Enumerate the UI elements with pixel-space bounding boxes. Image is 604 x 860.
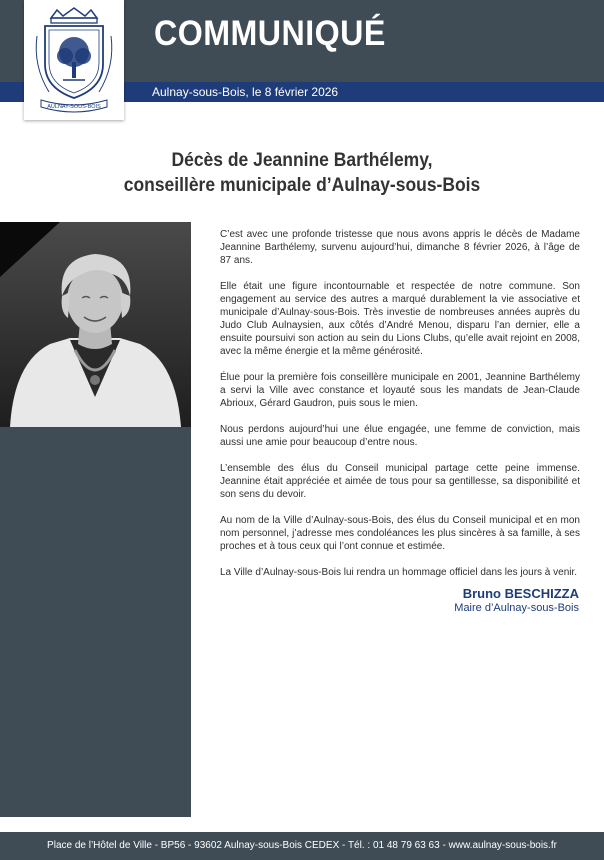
paragraph: L’ensemble des élus du Conseil municipal partage cette peine immense. Jeannine était appréciée et aimée de tous pour sa gentillesse, sa disponibilité et son sens du devoir. <box>220 463 580 500</box>
signatory-name: Bruno BESCHIZZA <box>462 586 579 601</box>
page-title: COMMUNIQUÉ <box>154 14 386 53</box>
paragraph: C’est avec une profonde tristesse que nous avons appris le décès de Madame Jeannine Barthélemy, survenu aujourd’hui, dimanche 8 février 2026, à l’âge de 87 ans. <box>220 229 580 266</box>
city-logo <box>24 0 124 120</box>
date-line: Aulnay-sous-Bois, le 8 février 2026 <box>152 85 339 99</box>
city-coat-of-arms-icon <box>29 6 119 116</box>
footer-bar <box>0 832 604 860</box>
paragraph: Au nom de la Ville d’Aulnay-sous-Bois, des élus du Conseil municipal et en mon nom personnel, j’adresse mes condoléances les plus sincères à sa famille, à ses proches et à tous ceux qui l’ont connue et estimée. <box>220 515 580 552</box>
body-text <box>220 228 580 592</box>
paragraph: Nous perdons aujourd’hui une élue engagée, une femme de conviction, mais aussi une amie pour beaucoup d’entre nous. <box>220 424 580 448</box>
footer-address: Place de l’Hôtel de Ville - BP56 - 93602 Aulnay-sous-Bois CEDEX - Tél. : 01 48 79 63 63 - www.aulnay-sous-bois.fr <box>47 840 557 851</box>
logo-text: AULNAY-SOUS-BOIS <box>47 104 101 110</box>
portrait-photo <box>0 222 191 427</box>
headline <box>0 148 604 198</box>
paragraph: La Ville d’Aulnay-sous-Bois lui rendra un hommage officiel dans les jours à venir. <box>220 567 578 578</box>
headline-line-2: conseillère municipale d’Aulnay-sous-Bois <box>123 175 481 196</box>
paragraph: Elle était une figure incontournable et respectée de notre commune. Son engagement au service des autres a marqué durablement la vie associative et municipale d’Aulnay-sous-Bois. Très investie de nombreuses années auprès du Judo Club Aulnaysien, aux côtés d’André Menou, disparu l’an dernier, elle a ensuite poursuivi son action au sein du Lions Clubs, qu’elle avait rejoint en 2008, avec la même énergie et la même générosité. <box>220 281 580 357</box>
signatory-role: Maire d’Aulnay-sous-Bois <box>454 602 579 614</box>
paragraph: Élue pour la première fois conseillère municipale en 2001, Jeannine Barthélemy a servi la Ville avec constance et loyauté sous les mandats de Jean-Claude Abrioux, Gérard Gaudron, puis sous le mien. <box>220 372 580 409</box>
signature <box>454 586 579 614</box>
headline-line-1: Décès de Jeannine Barthélemy, <box>171 150 433 171</box>
